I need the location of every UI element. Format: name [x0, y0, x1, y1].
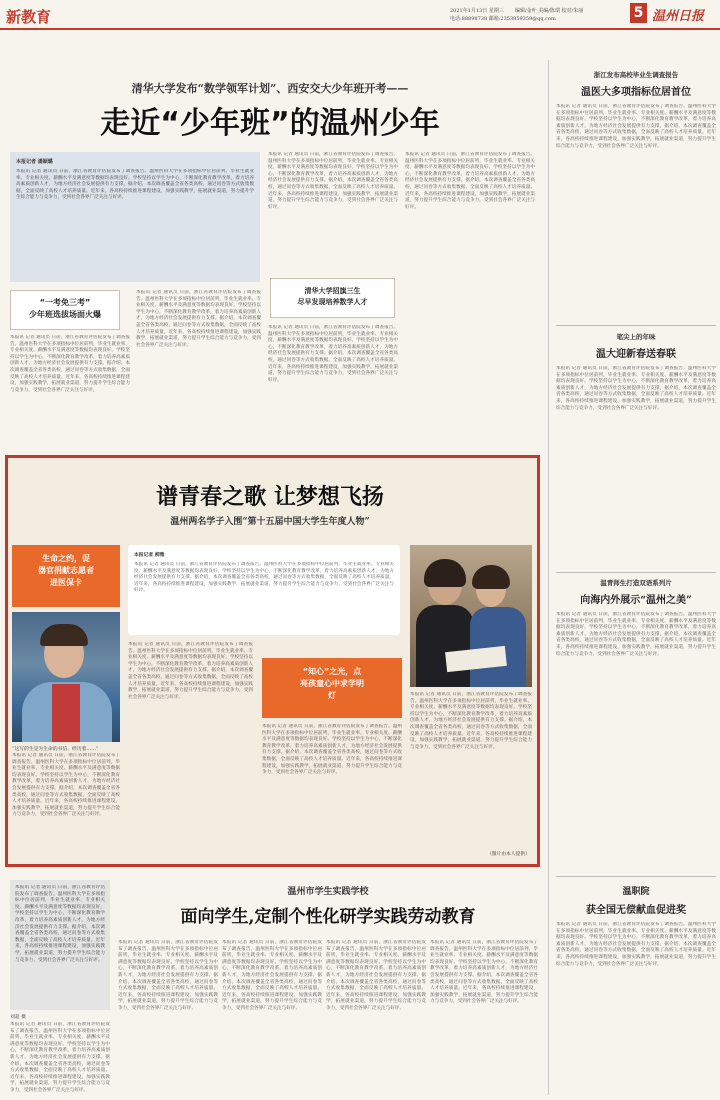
section-name: 新教育	[6, 8, 52, 26]
feature-callout-2	[262, 658, 402, 718]
feature-subtitle: 温州两名学子入围“第十五届中国大学生年度人物”	[170, 517, 370, 527]
lead-sub1-box	[10, 290, 120, 330]
sidebar-story-1	[556, 70, 716, 326]
sidebar-s2-kicker: 笔尖上的年味	[616, 333, 656, 341]
feature-col4: 本报讯 记者 通讯员 日前，浙江省教育评估院发布了调查报告。温州医科大学在多项指标中位居前列，毕业生就业率、专业相关度、薪酬水平及满意度等数据均表现良好。学校坚持以学生为中心，不断深化教育教学改革，着力培养高素质创新人才，为地方经济社会发展提供有力支撑。据介绍，本次调查覆盖全省各类高校，通过问卷等方式收集数据，全面反映了高校人才培养质量。近年来，各高校持续推进课程建设，加强实践教学，拓展就业渠道，努力提升学生综合能力与竞争力，受到社会各界广泛关注与好评。	[410, 692, 532, 750]
date-line: 2021年1月13日 星期三	[450, 8, 504, 14]
lead-sub2-box	[270, 278, 395, 318]
bottom-kicker: 温州市学生实践学校	[287, 887, 369, 897]
lead-col4: 本报讯 记者 通讯员 日前，浙江省教育评估院发布了调查报告。温州医科大学在多项指标中位居前列，毕业生就业率、专业相关度、薪酬水平及满意度等数据均表现良好。学校坚持以学生为中心，不断深化教育教学改革，着力培养高素质创新人才，为地方经济社会发展提供有力支撑。据介绍，本次调查覆盖全省各类高校，通过问卷等方式收集数据，全面反映了高校人才培养质量。近年来，各高校持续推进课程建设，加强实践教学，拓展就业渠道，努力提升学生综合能力与竞争力，受到社会各界广泛关注与好评。	[268, 325, 398, 383]
sidebar-s3-body: 本报讯 记者 通讯员 日前，浙江省教育评估院发布了调查报告。温州医科大学在多项指标中位居前列，毕业生就业率、专业相关度、薪酬水平及满意度等数据均表现良好。学校坚持以学生为中心，不断深化教育教学改革，着力培养高素质创新人才，为地方经济社会发展提供有力支撑。据介绍，本次调查覆盖全省各类高校，通过问卷等方式收集数据，全面反映了高校人才培养质量。近年来，各高校持续推进课程建设，加强实践教学，拓展就业渠道，努力提升学生综合能力与竞争力，受到社会各界广泛关注与好评。	[556, 612, 716, 657]
editor-line: 编辑/金叶 美编/陈瑞 校对/朱丽	[515, 8, 584, 14]
sidebar-rule-3	[556, 876, 716, 877]
sidebar-s4-kicker: 温职院	[622, 887, 650, 897]
sidebar-s2-title: 温大迎新春送春联	[596, 349, 676, 360]
sidebar-s3-title: 向海内外展示“温州之美”	[580, 595, 692, 606]
lead-summary-box	[10, 152, 260, 282]
feature-title: 谱青春之歌 让梦想飞扬	[156, 484, 384, 510]
feature-col3: 本报讯 记者 通讯员 日前，浙江省教育评估院发布了调查报告。温州医科大学在多项指标中位居前列，毕业生就业率、专业相关度、薪酬水平及满意度等数据均表现良好。学校坚持以学生为中心，不断深化教育教学改革，着力培养高素质创新人才，为地方经济社会发展提供有力支撑。据介绍，本次调查覆盖全省各类高校，通过问卷等方式收集数据，全面反映了高校人才培养质量。近年来，各高校持续推进课程建设，加强实践教学，拓展就业渠道，努力提升学生综合能力与竞争力，受到社会各界广泛关注与好评。	[262, 724, 402, 776]
bottom-photo-text: 本报讯 记者 通讯员 日前，浙江省教育评估院发布了调查报告。温州医科大学在多项指标中位居前列，毕业生就业率、专业相关度、薪酬水平及满意度等数据均表现良好。学校坚持以学生为中心，不断深化教育教学改革，着力培养高素质创新人才，为地方经济社会发展提供有力支撑。据介绍，本次调查覆盖全省各类高校，通过问卷等方式收集数据，全面反映了高校人才培养质量。近年来，各高校持续推进课程建设，加强实践教学，拓展就业渠道，努力提升学生综合能力与竞争力，受到社会各界广泛关注与好评。	[15, 885, 105, 963]
bottom-title: 面向学生,定制个性化研学实践劳动教育	[180, 907, 476, 927]
sidebar-s1-title: 温医大多项指标位居首位	[581, 87, 691, 98]
sidebar-s1-body: 本报讯 记者 通讯员 日前，浙江省教育评估院发布了调查报告。温州医科大学在多项指标中位居前列，毕业生就业率、专业相关度、薪酬水平及满意度等数据均表现良好。学校坚持以学生为中心，不断深化教育教学改革，着力培养高素质创新人才，为地方经济社会发展提供有力支撑。据介绍，本次调查覆盖全省各类高校，通过问卷等方式收集数据，全面反映了高校人才培养质量。近年来，各高校持续推进课程建设，加强实践教学，拓展就业渠道，努力提升学生综合能力与竞争力，受到社会各界广泛关注与好评。	[556, 104, 716, 149]
sidebar-divider	[548, 60, 549, 1095]
paper-name: 温州日报	[652, 9, 705, 24]
lead-col2: 本报讯 记者 通讯员 日前，浙江省教育评估院发布了调查报告。温州医科大学在多项指标中位居前列，毕业生就业率、专业相关度、薪酬水平及满意度等数据均表现良好。学校坚持以学生为中心，不断深化教育教学改革，着力培养高素质创新人才，为地方经济社会发展提供有力支撑。据介绍，本次调查覆盖全省各类高校，通过问卷等方式收集数据，全面反映了高校人才培养质量。近年来，各高校持续推进课程建设，加强实践教学，拓展就业渠道，努力提升学生综合能力与竞争力，受到社会各界广泛关注与好评。	[136, 290, 261, 348]
feature-callout-2-text: “知心”之光，点 亮孩童心中求学明 灯	[300, 667, 364, 700]
sidebar-rule-2	[556, 572, 716, 573]
header-rule	[0, 28, 720, 30]
lead-sub1: “一考免三考” 少年班选拔场面火爆	[29, 298, 101, 319]
feature-intro-text: 本报讯 记者 通讯员 日前，浙江省教育评估院发布了调查报告。温州医科大学在多项指标中位居前列，毕业生就业率、专业相关度、薪酬水平及满意度等数据均表现良好。学校坚持以学生为中心，不断深化教育教学改革，着力培养高素质创新人才，为地方经济社会发展提供有力支撑。据介绍，本次调查覆盖全省各类高校，通过问卷等方式收集数据，全面反映了高校人才培养质量。近年来，各高校持续推进课程建设，加强实践教学，拓展就业渠道，努力提升学生综合能力与竞争力，受到社会各界广泛关注与好评。	[134, 562, 394, 594]
lead-byline: 本报记者 潘颖璐	[16, 159, 53, 165]
student-photo-2	[410, 545, 532, 687]
lead-col5: 本报讯 记者 通讯员 日前，浙江省教育评估院发布了调查报告。温州医科大学在多项指标中位居前列，毕业生就业率、专业相关度、薪酬水平及满意度等数据均表现良好。学校坚持以学生为中心，不断深化教育教学改革，着力培养高素质创新人才，为地方经济社会发展提供有力支撑。据介绍，本次调查覆盖全省各类高校，通过问卷等方式收集数据，全面反映了高校人才培养质量。近年来，各高校持续推进课程建设，加强实践教学，拓展就业渠道，努力提升学生综合能力与竞争力，受到社会各界广泛关注与好评。	[405, 152, 535, 210]
bottom-side-credit: 刘超 摄	[10, 1015, 26, 1020]
sidebar-story-4	[556, 884, 716, 1092]
contact-line: 电话:88898738 邮箱:2353859359@qq.com	[450, 16, 556, 22]
lead-col1: 本报讯 记者 通讯员 日前，浙江省教育评估院发布了调查报告。温州医科大学在多项指标中位居前列，毕业生就业率、专业相关度、薪酬水平及满意度等数据均表现良好。学校坚持以学生为中心，不断深化教育教学改革，着力培养高素质创新人才，为地方经济社会发展提供有力支撑。据介绍，本次调查覆盖全省各类高校，通过问卷等方式收集数据，全面反映了高校人才培养质量。近年来，各高校持续推进课程建设，加强实践教学，拓展就业渠道，努力提升学生综合能力与竞争力，受到社会各界广泛关注与好评。	[10, 335, 130, 393]
lead-title: 走近“少年班”的温州少年	[100, 106, 440, 141]
bottom-col2: 本报讯 记者 通讯员 日前，浙江省教育评估院发布了调查报告。温州医科大学在多项指标中位居前列，毕业生就业率、专业相关度、薪酬水平及满意度等数据均表现良好。学校坚持以学生为中心，不断深化教育教学改革，着力培养高素质创新人才，为地方经济社会发展提供有力支撑。据介绍，本次调查覆盖全省各类高校，通过问卷等方式收集数据，全面反映了高校人才培养质量。近年来，各高校持续推进课程建设，加强实践教学，拓展就业渠道，努力提升学生综合能力与竞争力，受到社会各界广泛关注与好评。	[222, 940, 322, 1011]
bottom-col3: 本报讯 记者 通讯员 日前，浙江省教育评估院发布了调查报告。温州医科大学在多项指标中位居前列，毕业生就业率、专业相关度、薪酬水平及满意度等数据均表现良好。学校坚持以学生为中心，不断深化教育教学改革，着力培养高素质创新人才，为地方经济社会发展提供有力支撑。据介绍，本次调查覆盖全省各类高校，通过问卷等方式收集数据，全面反映了高校人才培养质量。近年来，各高校持续推进课程建设，加强实践教学，拓展就业渠道，努力提升学生综合能力与竞争力，受到社会各界广泛关注与好评。	[326, 940, 426, 1011]
sidebar-s1-kicker: 浙江发布高校毕业生调查报告	[593, 71, 679, 79]
feature-col1: 本报讯 记者 通讯员 日前，浙江省教育评估院发布了调查报告。温州医科大学在多项指标中位居前列，毕业生就业率、专业相关度、薪酬水平及满意度等数据均表现良好。学校坚持以学生为中心，不断深化教育教学改革，着力培养高素质创新人才，为地方经济社会发展提供有力支撑。据介绍，本次调查覆盖全省各类高校，通过问卷等方式收集数据，全面反映了高校人才培养质量。近年来，各高校持续推进课程建设，加强实践教学，拓展就业渠道，努力提升学生综合能力与竞争力，受到社会各界广泛关注与好评。	[12, 753, 120, 818]
lead-sub2: 清华大学招旗三生 尽早发现培养数学人才	[297, 287, 368, 306]
sidebar-s3-kicker: 温青师生打造双语系列片	[600, 579, 672, 587]
photo2-person1-hair	[424, 559, 466, 587]
feature-callout-1-text: 生命之约，促 器官捐献志愿者 进医保卡	[38, 554, 94, 587]
photo2-person2-hair	[472, 565, 510, 589]
feature-callout-1	[12, 545, 120, 607]
feature-caption-1: “这写的生是为生命的书信，经历着……”	[12, 747, 99, 752]
lead-summary-text: 本报讯 记者 通讯员 日前，浙江省教育评估院发布了调查报告。温州医科大学在多项指标中位居前列，毕业生就业率、专业相关度、薪酬水平及满意度等数据均表现良好。学校坚持以学生为中心，不断深化教育教学改革，着力培养高素质创新人才，为地方经济社会发展提供有力支撑。据介绍，本次调查覆盖全省各类高校，通过问卷等方式收集数据，全面反映了高校人才培养质量。近年来，各高校持续推进课程建设，加强实践教学，拓展就业渠道，努力提升学生综合能力与竞争力，受到社会各界广泛关注与好评。	[16, 169, 254, 201]
sidebar-story-3	[556, 578, 716, 884]
student-photo-1	[12, 612, 120, 742]
sidebar-rule-1	[556, 325, 716, 326]
photo2-person1-body	[416, 605, 474, 687]
bottom-col4: 本报讯 记者 通讯员 日前，浙江省教育评估院发布了调查报告。温州医科大学在多项指标中位居前列，毕业生就业率、专业相关度、薪酬水平及满意度等数据均表现良好。学校坚持以学生为中心，不断深化教育教学改革，着力培养高素质创新人才，为地方经济社会发展提供有力支撑。据介绍，本次调查覆盖全省各类高校，通过问卷等方式收集数据，全面反映了高校人才培养质量。近年来，各高校持续推进课程建设，加强实践教学，拓展就业渠道，努力提升学生综合能力与竞争力，受到社会各界广泛关注与好评。	[430, 940, 538, 1005]
page-header	[0, 0, 720, 30]
bottom-col1: 本报讯 记者 通讯员 日前，浙江省教育评估院发布了调查报告。温州医科大学在多项指标中位居前列，毕业生就业率、专业相关度、薪酬水平及满意度等数据均表现良好。学校坚持以学生为中心，不断深化教育教学改革，着力培养高素质创新人才，为地方经济社会发展提供有力支撑。据介绍，本次调查覆盖全省各类高校，通过问卷等方式收集数据，全面反映了高校人才培养质量。近年来，各高校持续推进课程建设，加强实践教学，拓展就业渠道，努力提升学生综合能力与竞争力，受到社会各界广泛关注与好评。	[118, 940, 218, 1011]
page-number: 5	[630, 3, 647, 23]
feature-col2: 本报讯 记者 通讯员 日前，浙江省教育评估院发布了调查报告。温州医科大学在多项指标中位居前列，毕业生就业率、专业相关度、薪酬水平及满意度等数据均表现良好。学校坚持以学生为中心，不断深化教育教学改革，着力培养高素质创新人才，为地方经济社会发展提供有力支撑。据介绍，本次调查覆盖全省各类高校，通过问卷等方式收集数据，全面反映了高校人才培养质量。近年来，各高校持续推进课程建设，加强实践教学，拓展就业渠道，努力提升学生综合能力与竞争力，受到社会各界广泛关注与好评。	[128, 642, 253, 700]
feature-byline: 本报记者 柳雅	[134, 552, 165, 558]
feature-caption-2: （图片由本人提供）	[486, 852, 530, 857]
bottom-photo-text-box	[10, 880, 110, 1010]
bottom-col0: 本报讯 记者 通讯员 日前，浙江省教育评估院发布了调查报告。温州医科大学在多项指标中位居前列，毕业生就业率、专业相关度、薪酬水平及满意度等数据均表现良好。学校坚持以学生为中心，不断深化教育教学改革，着力培养高素质创新人才，为地方经济社会发展提供有力支撑。据介绍，本次调查覆盖全省各类高校，通过问卷等方式收集数据，全面反映了高校人才培养质量。近年来，各高校持续推进课程建设，加强实践教学，拓展就业渠道，努力提升学生综合能力与竞争力，受到社会各界广泛关注与好评。	[10, 1022, 110, 1093]
lead-col3: 本报讯 记者 通讯员 日前，浙江省教育评估院发布了调查报告。温州医科大学在多项指标中位居前列，毕业生就业率、专业相关度、薪酬水平及满意度等数据均表现良好。学校坚持以学生为中心，不断深化教育教学改革，着力培养高素质创新人才，为地方经济社会发展提供有力支撑。据介绍，本次调查覆盖全省各类高校，通过问卷等方式收集数据，全面反映了高校人才培养质量。近年来，各高校持续推进课程建设，加强实践教学，拓展就业渠道，努力提升学生综合能力与竞争力，受到社会各界广泛关注与好评。	[268, 152, 398, 210]
sidebar-s2-body: 本报讯 记者 通讯员 日前，浙江省教育评估院发布了调查报告。温州医科大学在多项指标中位居前列，毕业生就业率、专业相关度、薪酬水平及满意度等数据均表现良好。学校坚持以学生为中心，不断深化教育教学改革，着力培养高素质创新人才，为地方经济社会发展提供有力支撑。据介绍，本次调查覆盖全省各类高校，通过问卷等方式收集数据，全面反映了高校人才培养质量。近年来，各高校持续推进课程建设，加强实践教学，拓展就业渠道，努力提升学生综合能力与竞争力，受到社会各界广泛关注与好评。	[556, 366, 716, 411]
sidebar-s4-body: 本报讯 记者 通讯员 日前，浙江省教育评估院发布了调查报告。温州医科大学在多项指标中位居前列，毕业生就业率、专业相关度、薪酬水平及满意度等数据均表现良好。学校坚持以学生为中心，不断深化教育教学改革，着力培养高素质创新人才，为地方经济社会发展提供有力支撑。据介绍，本次调查覆盖全省各类高校，通过问卷等方式收集数据，全面反映了高校人才培养质量。近年来，各高校持续推进课程建设，加强实践教学，拓展就业渠道，努力提升学生综合能力与竞争力，受到社会各界广泛关注与好评。	[556, 922, 716, 967]
feature-intro-box	[128, 545, 400, 635]
photo1-hair	[40, 624, 88, 646]
lead-kicker: 清华大学发布“数学领军计划”、西安交大少年班开考——	[131, 82, 409, 95]
photo1-shirt	[52, 684, 80, 742]
sidebar-s4-title: 获全国无偿献血促进奖	[586, 905, 686, 916]
sidebar-story-2	[556, 332, 716, 581]
